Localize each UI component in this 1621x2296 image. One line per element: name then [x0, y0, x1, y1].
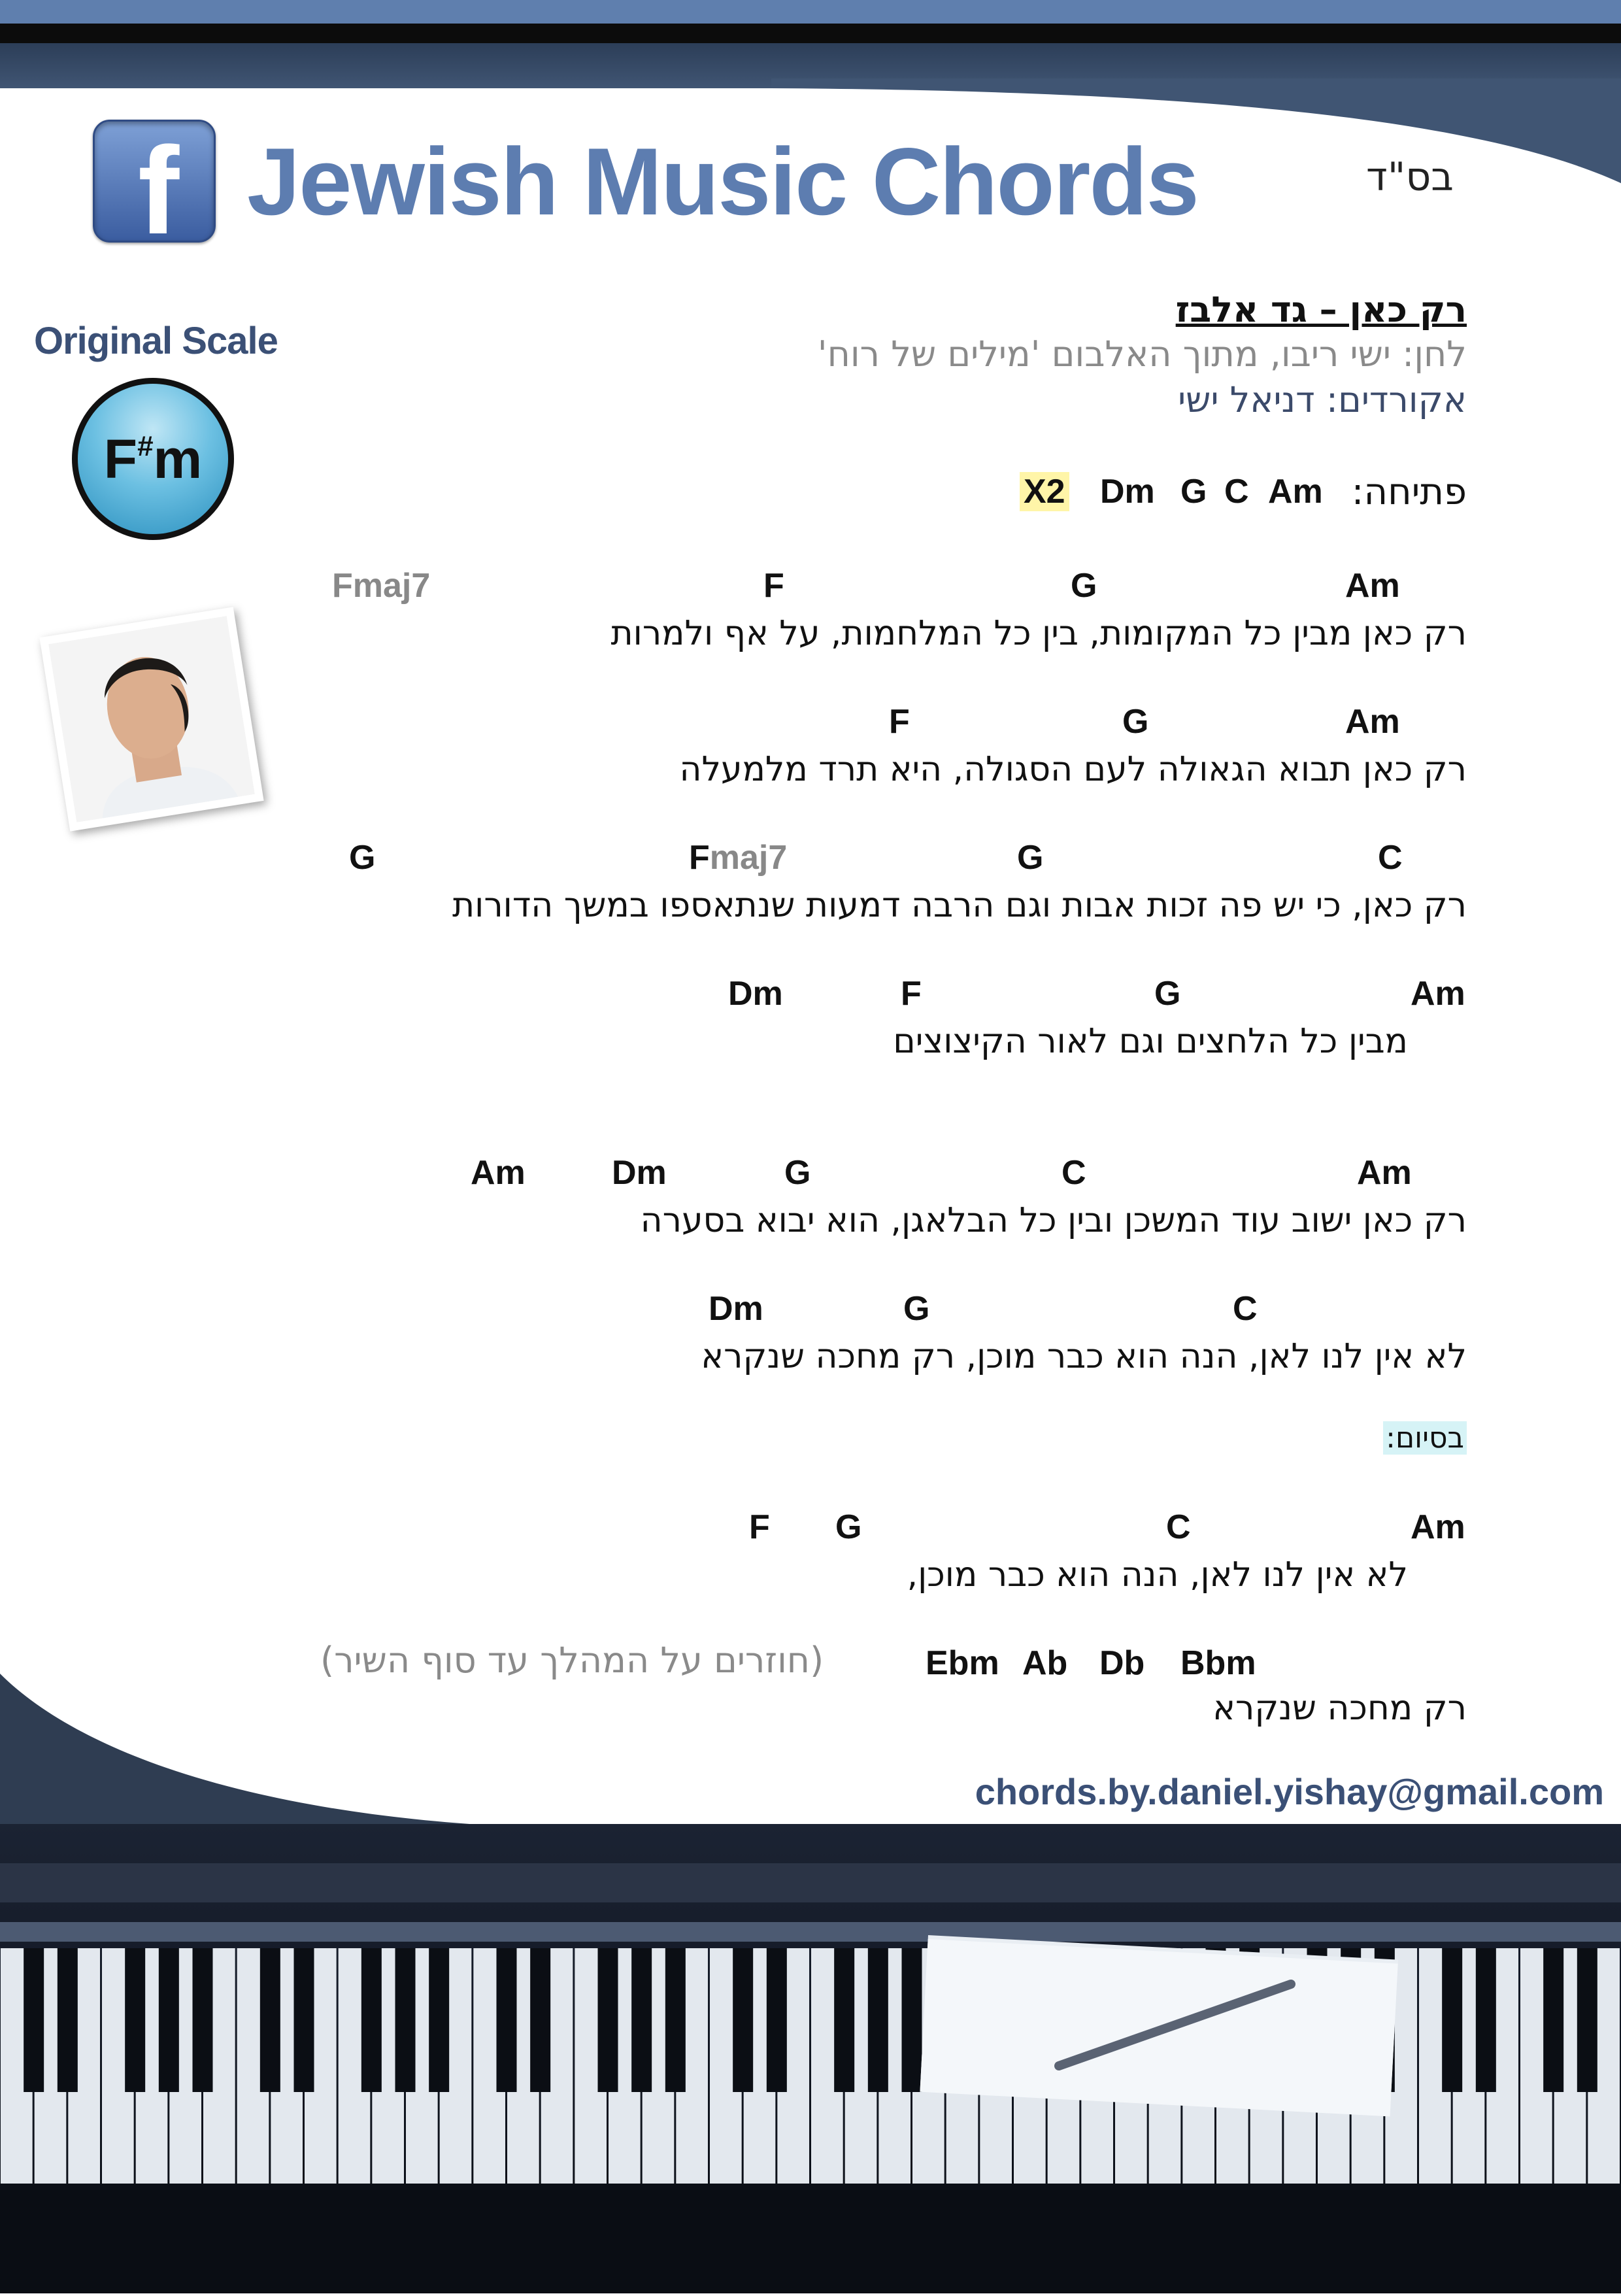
chord: G: [1154, 975, 1181, 1013]
chord: G: [349, 839, 376, 877]
chord: Bbm: [1180, 1644, 1256, 1682]
scale-accidental: #: [137, 430, 154, 462]
scale-chord: [104, 428, 203, 491]
original-scale-badge: [72, 378, 234, 540]
piano-black-key: [1577, 1948, 1597, 2092]
chord: Am: [1411, 975, 1465, 1013]
lyric-line: לא אין לנו לאן, הנה הוא כבר מוכן, רק מחכה שנקרא: [701, 1337, 1467, 1376]
repeat-instruction: (חוזרים על המהלך עד סוף השיר): [320, 1640, 824, 1681]
chord: F: [901, 975, 922, 1013]
piano-black-key: [125, 1948, 145, 2092]
arranger-line: אקורדים: דניאל ישי: [1178, 379, 1467, 420]
chord: C: [1233, 1290, 1258, 1328]
facebook-icon[interactable]: [93, 120, 216, 260]
lyric-line: רק כאן ישוב עוד המשכן ובין כל הבלאגן, הוא יבוא בסערה: [640, 1201, 1467, 1240]
chord: G: [1122, 703, 1149, 741]
piano-black-key: [395, 1948, 416, 2092]
facebook-icon-letter: f: [138, 122, 180, 260]
piano-illustration: [0, 1824, 1621, 2293]
chord: F: [763, 567, 784, 605]
piano-black-key: [58, 1948, 78, 2092]
chord: F: [889, 703, 910, 741]
chord: C: [1061, 1154, 1086, 1192]
piano-black-key: [631, 1948, 652, 2092]
chord: G: [1017, 839, 1044, 877]
chord: C: [1378, 839, 1403, 877]
piano-black-key: [902, 1948, 922, 2092]
piano-black-key: [1543, 1948, 1563, 2092]
piano-black-key: [598, 1948, 618, 2092]
chord: Ab: [1022, 1644, 1068, 1682]
piano-keyboard-image: [0, 1824, 1621, 2293]
chord: Am: [1345, 703, 1400, 741]
chord: Dm: [728, 975, 783, 1013]
song-title: רק כאן – גד אלבז: [1175, 289, 1467, 330]
piano-black-key: [294, 1948, 314, 2092]
chord: C: [1166, 1508, 1191, 1546]
piano-black-key: [159, 1948, 179, 2092]
chord: Fmaj7: [689, 839, 788, 877]
composer-line: לחן: ישי ריבו, מתוך האלבום 'מילים של רוח': [817, 333, 1467, 375]
piano-black-key: [868, 1948, 888, 2092]
chord: Ebm: [926, 1644, 999, 1682]
chord: G: [784, 1154, 811, 1192]
artist-photo: [39, 607, 263, 831]
piano-black-key: [665, 1948, 686, 2092]
chord: Fmaj7: [332, 567, 431, 605]
intro-chord: C: [1224, 473, 1249, 511]
chord: G: [903, 1290, 930, 1328]
lyric-line: רק מחכה שנקרא: [1212, 1689, 1467, 1728]
chord: Am: [1411, 1508, 1465, 1546]
intro-repeat-badge: X2: [1020, 472, 1069, 511]
chord: Am: [1345, 567, 1400, 605]
piano-black-key: [361, 1948, 382, 2092]
bsd-mark: בס"ד: [1366, 154, 1454, 200]
chord: G: [1071, 567, 1097, 605]
piano-black-key: [530, 1948, 550, 2092]
piano-black-key: [834, 1948, 854, 2092]
artist-photo-image: [48, 616, 255, 822]
contact-email[interactable]: chords.by.daniel.yishay@gmail.com: [975, 1771, 1604, 1812]
outro-label: בסיום:: [1383, 1421, 1467, 1455]
intro-chord: Am: [1268, 473, 1323, 511]
scale-root: F: [103, 428, 138, 490]
brand-title: Jewish Music Chords: [247, 128, 1198, 235]
chord: G: [835, 1508, 862, 1546]
chord: Dm: [612, 1154, 667, 1192]
piano-black-key: [24, 1948, 44, 2092]
piano-black-key: [767, 1948, 787, 2092]
scale-quality: m: [153, 428, 203, 490]
piano-black-key: [193, 1948, 213, 2092]
piano-black-key: [260, 1948, 280, 2092]
chord: Dm: [709, 1290, 763, 1328]
original-scale-label: Original Scale: [34, 320, 278, 362]
intro-chord: G: [1180, 473, 1207, 511]
piano-black-key: [1442, 1948, 1462, 2092]
lyric-line: רק כאן, כי יש פה זכות אבות וגם הרבה דמעות שנתאספו במשך הדורות: [452, 886, 1467, 925]
lyric-line: מבין כל הלחצים וגם לאור הקיצוצים: [893, 1022, 1408, 1061]
intro-chord: Dm: [1100, 473, 1155, 511]
lyric-line: רק כאן מבין כל המקומות, בין כל המלחמות, על אף ולמרות: [610, 614, 1467, 653]
chord: Am: [471, 1154, 526, 1192]
chord: Db: [1099, 1644, 1145, 1682]
lyric-line: רק כאן תבוא הגאולה לעם הסגולה, היא תרד מלמעלה: [679, 750, 1467, 789]
piano-black-key: [733, 1948, 753, 2092]
top-banner: [0, 0, 1621, 88]
chord: Am: [1357, 1154, 1412, 1192]
piano-black-key: [1476, 1948, 1496, 2092]
lyric-line: לא אין לנו לאן, הנה הוא כבר מוכן,: [907, 1555, 1408, 1595]
piano-black-key: [429, 1948, 449, 2092]
intro-label: פתיחה:: [1351, 471, 1467, 513]
piano-black-key: [497, 1948, 517, 2092]
chord: F: [749, 1508, 770, 1546]
